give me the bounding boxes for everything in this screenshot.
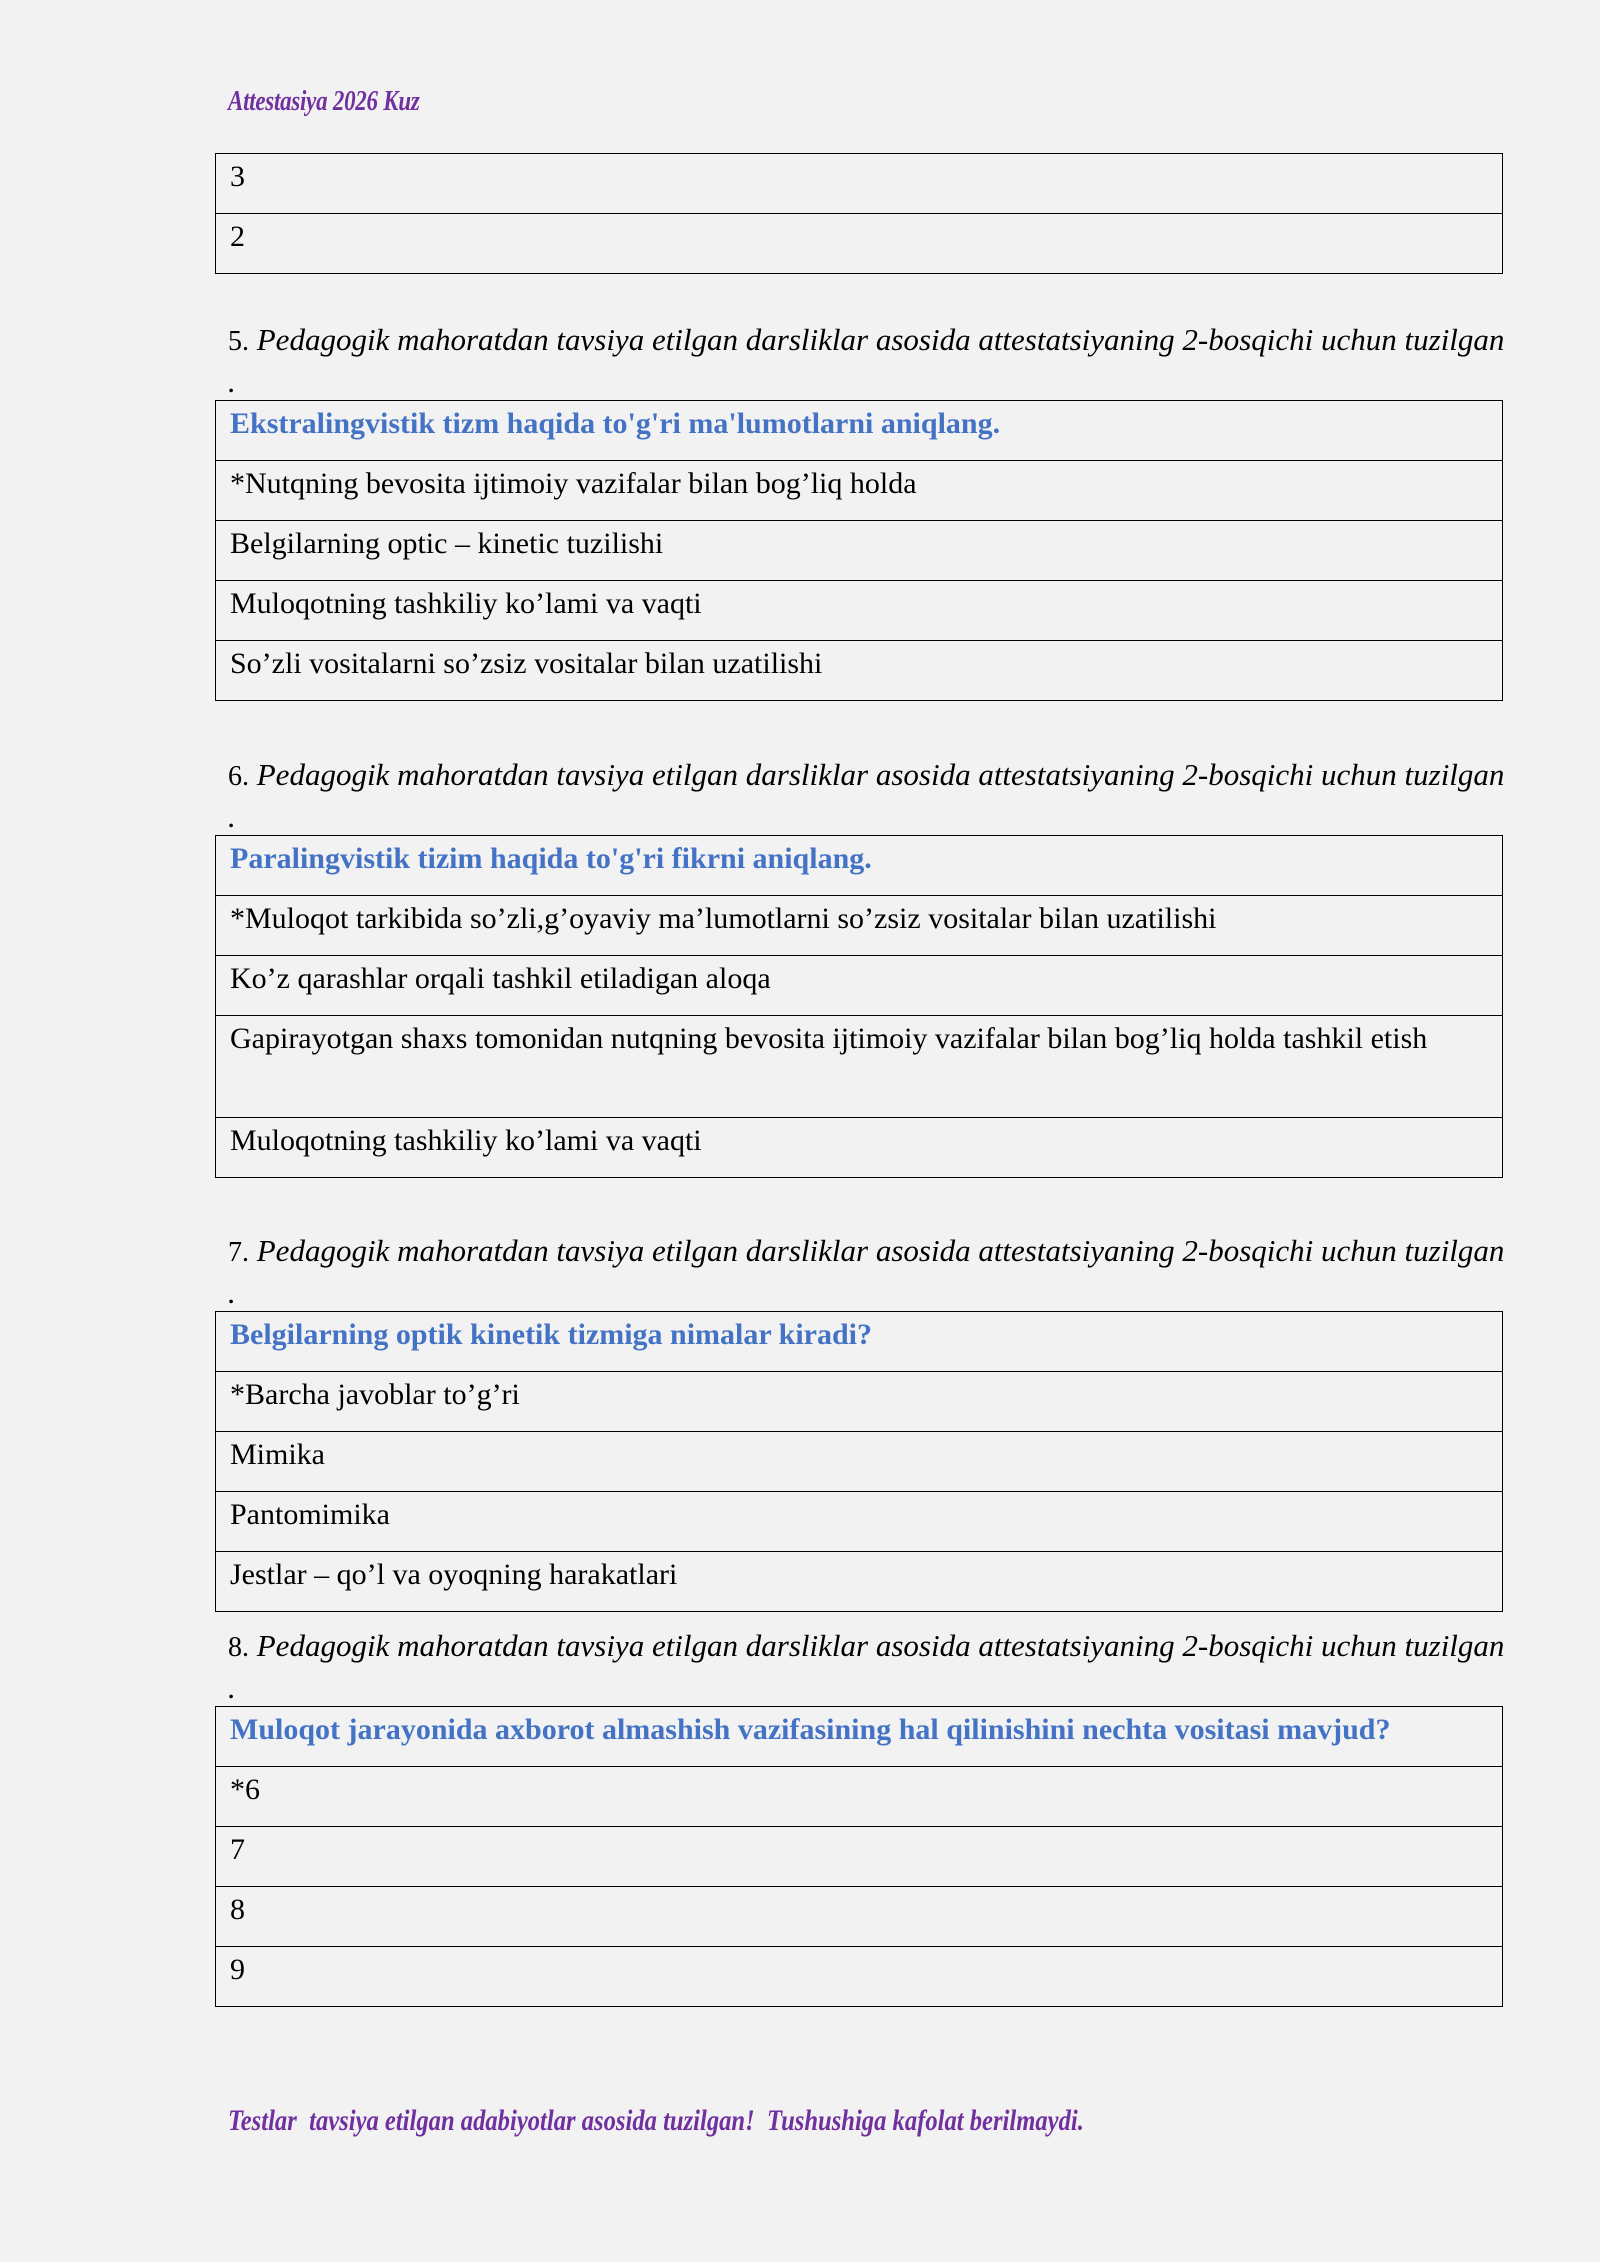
answer-cell: *Nutqning bevosita ijtimoiy vazifalar bilan bog’liq holda <box>216 461 1503 521</box>
answer-cell: 9 <box>216 1947 1503 2007</box>
question-number: 5. <box>228 326 249 357</box>
document-header: Attestasiya 2026 Kuz <box>228 86 420 117</box>
answer-cell: Jestlar – qo’l va oyoqning harakatlari <box>216 1552 1503 1612</box>
question-intro-text: Pedagogik mahoratdan tavsiya etilgan darsliklar asosida attestatsiyaning 2-bosqichi uchun tuzilgan . <box>228 1233 1505 1310</box>
answer-cell: *Barcha javoblar to’g’ri <box>216 1372 1503 1432</box>
question-intro <box>228 755 1518 837</box>
answer-cell: So’zli vositalarni so’zsiz vositalar bilan uzatilishi <box>216 641 1503 701</box>
question-intro-text: Pedagogik mahoratdan tavsiya etilgan darsliklar asosida attestatsiyaning 2-bosqichi uchun tuzilgan . <box>228 1628 1505 1705</box>
question-text: Ekstralingvistik tizm haqida to'g'ri ma'lumotlarni aniqlang. <box>216 401 1503 461</box>
answer-cell: Mimika <box>216 1432 1503 1492</box>
document-footer: Testlar tavsiya etilgan adabiyotlar asosida tuzilgan! Tushushiga kafolat berilmaydi. <box>228 2104 1084 2137</box>
question-intro-text: Pedagogik mahoratdan tavsiya etilgan darsliklar asosida attestatsiyaning 2-bosqichi uchun tuzilgan . <box>228 757 1505 834</box>
question-text: Paralingvistik tizim haqida to'g'ri fikrni aniqlang. <box>216 836 1503 896</box>
answer-cell: Gapirayotgan shaxs tomonidan nutqning bevosita ijtimoiy vazifalar bilan bog’liq holda tashkil etish <box>216 1016 1503 1118</box>
question-table <box>215 835 1503 1178</box>
answer-cell: 3 <box>216 154 1503 214</box>
question-intro <box>228 320 1518 402</box>
question-intro <box>228 1626 1518 1708</box>
answer-cell: 8 <box>216 1887 1503 1947</box>
answer-cell: 7 <box>216 1827 1503 1887</box>
answer-cell: Muloqotning tashkiliy ko’lami va vaqti <box>216 1118 1503 1178</box>
question-table <box>215 1706 1503 2007</box>
answer-cell: *Muloqot tarkibida so’zli,g’oyaviy ma’lumotlarni so’zsiz vositalar bilan uzatilishi <box>216 896 1503 956</box>
answer-cell: *6 <box>216 1767 1503 1827</box>
question-text: Belgilarning optik kinetik tizmiga nimalar kiradi? <box>216 1312 1503 1372</box>
question-number: 7. <box>228 1237 249 1268</box>
question-table <box>215 400 1503 701</box>
question-intro <box>228 1231 1518 1313</box>
previous-answers-table <box>215 153 1503 274</box>
answer-cell: Belgilarning optic – kinetic tuzilishi <box>216 521 1503 581</box>
answer-cell: Ko’z qarashlar orqali tashkil etiladigan aloqa <box>216 956 1503 1016</box>
question-intro-text: Pedagogik mahoratdan tavsiya etilgan darsliklar asosida attestatsiyaning 2-bosqichi uchun tuzilgan . <box>228 322 1505 399</box>
question-text: Muloqot jarayonida axborot almashish vazifasining hal qilinishini nechta vositasi mavjud? <box>216 1707 1503 1767</box>
question-number: 8. <box>228 1632 249 1663</box>
answer-cell: Muloqotning tashkiliy ko’lami va vaqti <box>216 581 1503 641</box>
answer-cell: Pantomimika <box>216 1492 1503 1552</box>
answer-cell: 2 <box>216 214 1503 274</box>
question-number: 6. <box>228 761 249 792</box>
question-table <box>215 1311 1503 1612</box>
